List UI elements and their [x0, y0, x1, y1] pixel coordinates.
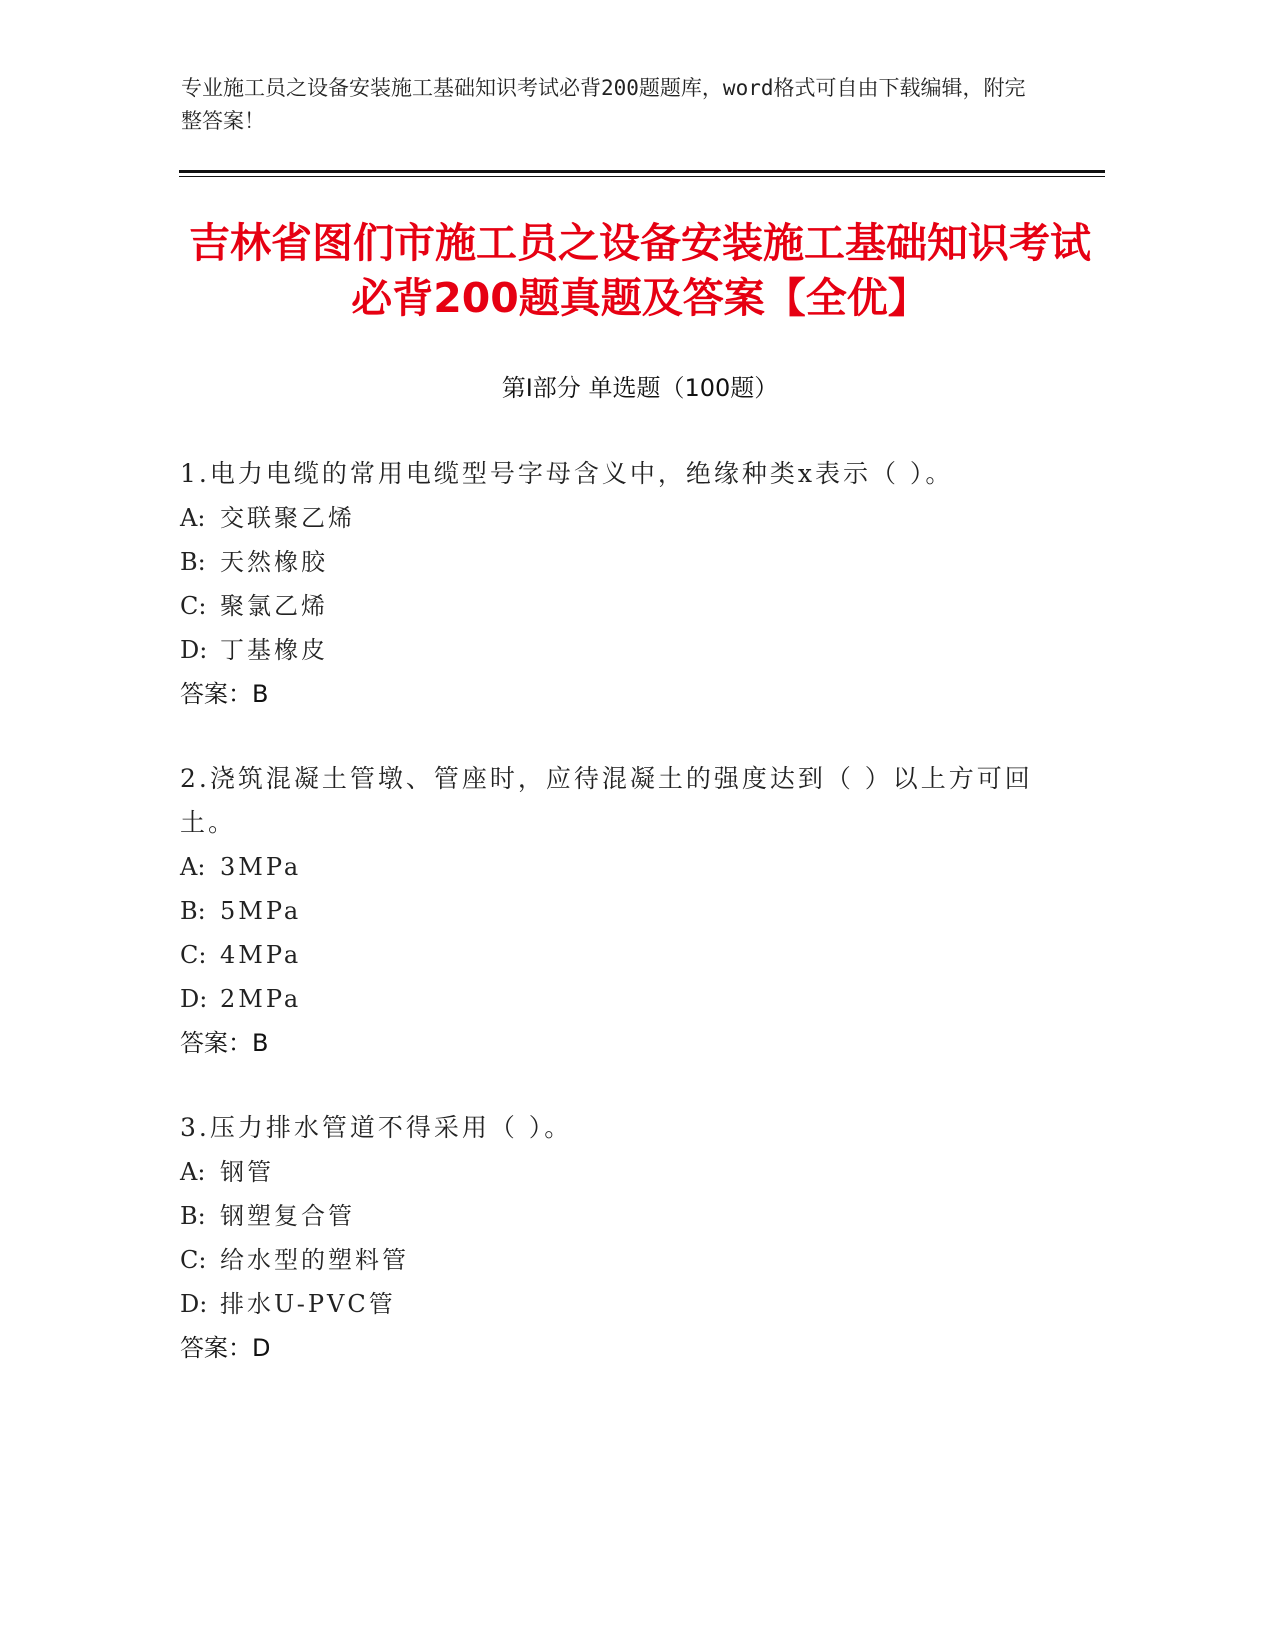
option-key: A: — [180, 1158, 206, 1186]
option-text: 4MPa — [220, 941, 302, 969]
option-text: 排水U-PVC管 — [220, 1290, 396, 1318]
option-key: D: — [180, 636, 208, 664]
option-c — [180, 933, 1040, 977]
option-a — [180, 496, 1040, 540]
question-block — [180, 1106, 1040, 1370]
option-text: 天然橡胶 — [220, 548, 328, 576]
answer-line: 答案：B — [180, 1029, 269, 1057]
option-b — [180, 1194, 1040, 1238]
option-key: B: — [180, 548, 206, 576]
option-text: 5MPa — [220, 897, 302, 925]
option-b — [180, 889, 1040, 933]
option-text: 聚氯乙烯 — [220, 592, 328, 620]
header-note: 专业施工员之设备安装施工基础知识考试必背200题题库，word格式可自由下载编辑，附完整答案！ — [181, 76, 1026, 133]
option-text: 丁基橡皮 — [220, 636, 328, 664]
option-b — [180, 540, 1040, 584]
question-text: 1.电力电缆的常用电缆型号字母含义中，绝缘种类x表示（ ）。 — [180, 459, 954, 488]
option-d — [180, 1282, 1040, 1326]
option-c — [180, 584, 1040, 628]
option-d — [180, 977, 1040, 1021]
option-d — [180, 628, 1040, 672]
header-rule-thick — [179, 170, 1105, 173]
option-key: C: — [180, 941, 207, 969]
document-title: 吉林省图们市施工员之设备安装施工基础知识考试必背200题真题及答案【全优】 — [189, 219, 1091, 322]
option-key: B: — [180, 1202, 206, 1230]
header-rule-thin — [179, 176, 1105, 177]
question-block — [180, 452, 1040, 716]
option-c — [180, 1238, 1040, 1282]
option-text: 给水型的塑料管 — [220, 1246, 409, 1274]
option-text: 钢塑复合管 — [220, 1202, 355, 1230]
option-key: D: — [180, 985, 208, 1013]
option-a — [180, 845, 1040, 889]
section-title: 第Ⅰ部分 单选题（100题） — [501, 374, 779, 402]
option-key: A: — [180, 853, 206, 881]
question-text: 2.浇筑混凝土管墩、管座时，应待混凝土的强度达到（ ）以上方可回土。 — [180, 764, 1033, 837]
option-text: 2MPa — [220, 985, 302, 1013]
option-key: D: — [180, 1290, 208, 1318]
answer-line: 答案：B — [180, 680, 269, 708]
option-key: A: — [180, 504, 206, 532]
option-a — [180, 1150, 1040, 1194]
option-key: C: — [180, 1246, 207, 1274]
option-text: 3MPa — [220, 853, 302, 881]
option-text: 交联聚乙烯 — [220, 504, 355, 532]
option-key: B: — [180, 897, 206, 925]
option-text: 钢管 — [220, 1158, 274, 1186]
question-block — [180, 757, 1040, 1065]
answer-line: 答案：D — [180, 1334, 271, 1362]
question-text: 3.压力排水管道不得采用（ ）。 — [180, 1113, 573, 1142]
option-key: C: — [180, 592, 207, 620]
